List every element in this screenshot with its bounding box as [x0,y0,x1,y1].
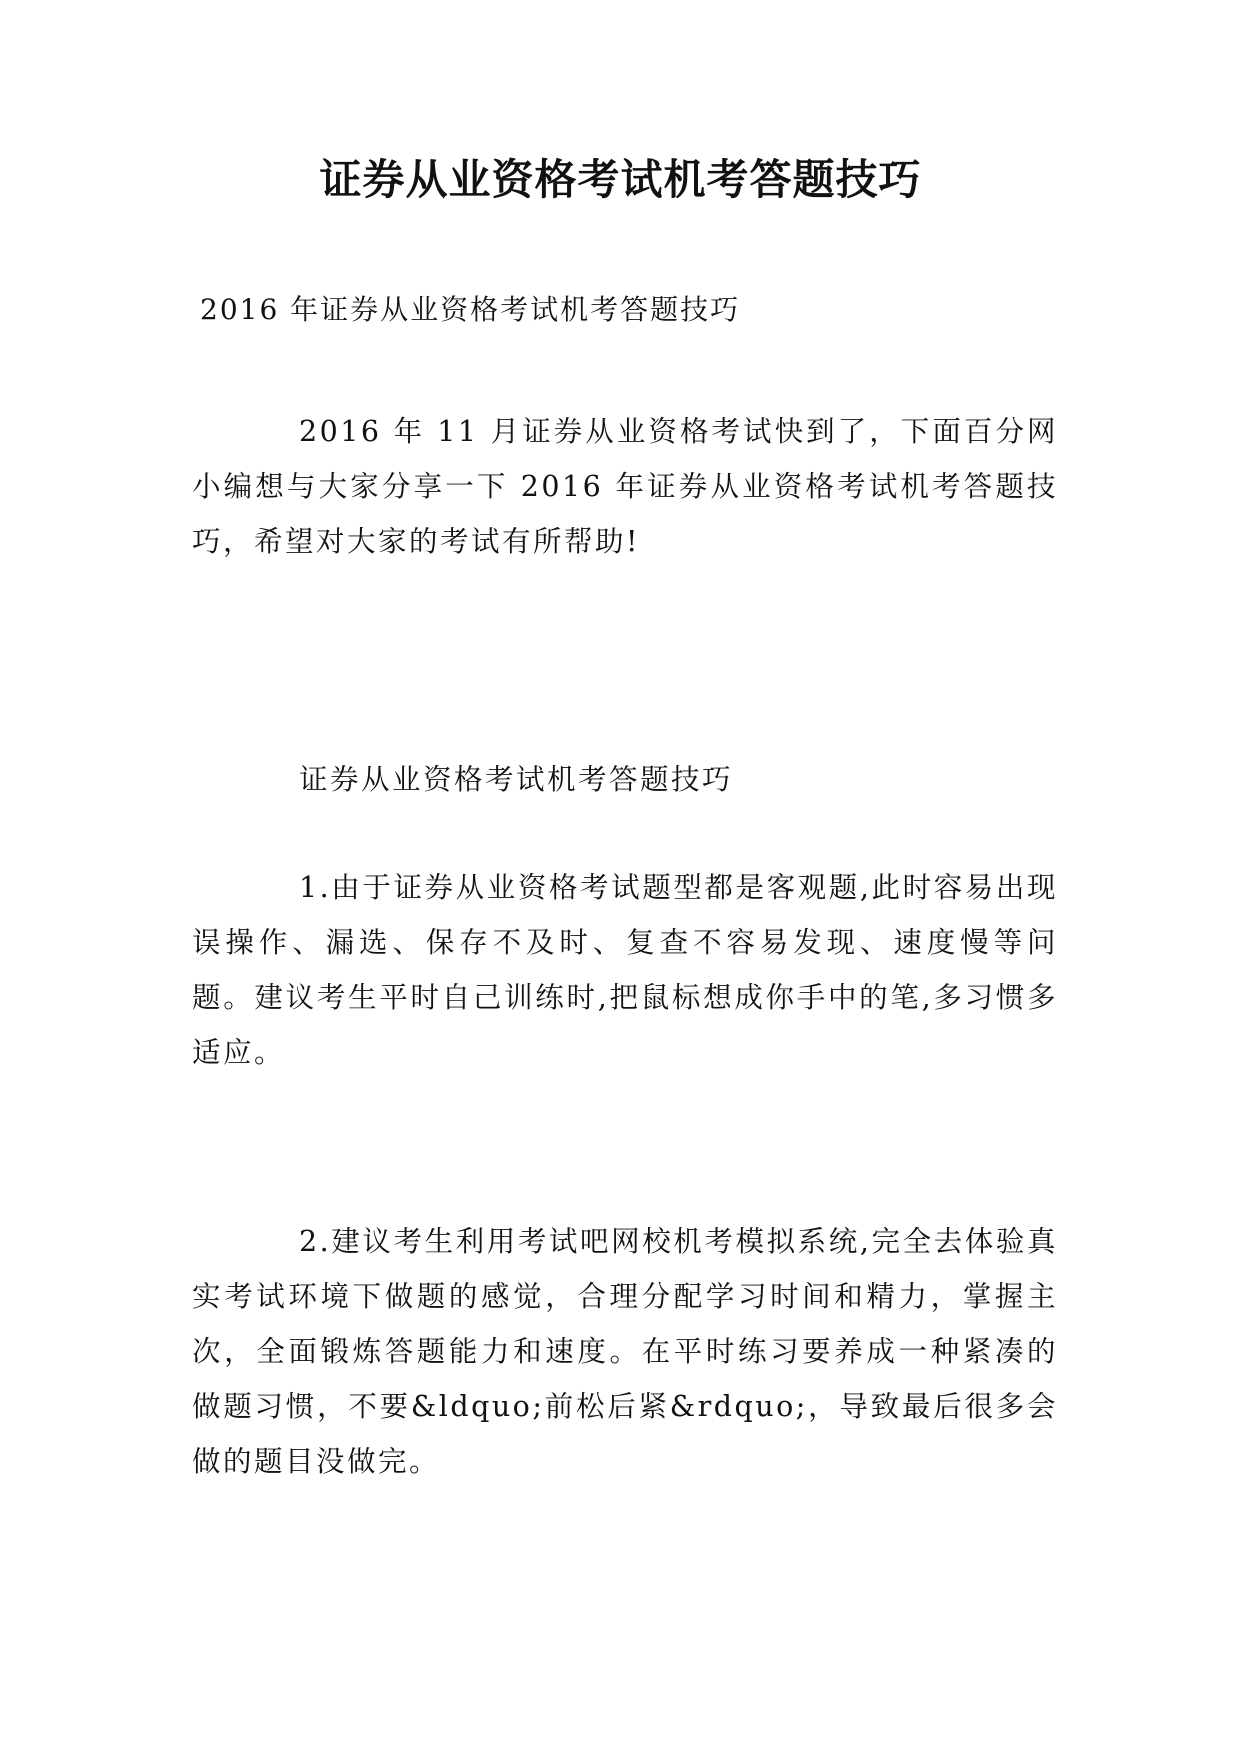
tip-paragraph-2: 2.建议考生利用考试吧网校机考模拟系统,完全去体验真实考试环境下做题的感觉，合理分配学习时间和精力，掌握主次，全面锻炼答题能力和速度。在平时练习要养成一种紧凑的做题习惯，不要&ldquo;前松后紧&rdquo;，导致最后很多会做的题目没做完。 [192,1225,1058,1478]
document-title: 证券从业资格考试机考答题技巧 [319,155,922,204]
intro-paragraph: 2016 年 11 月证券从业资格考试快到了，下面百分网小编想与大家分享一下 2016 年证券从业资格考试机考答题技巧，希望对大家的考试有所帮助! [192,415,1058,558]
section-heading: 证券从业资格考试机考答题技巧 [299,763,734,796]
tip-paragraph-1: 1.由于证券从业资格考试题型都是客观题,此时容易出现误操作、漏选、保存不及时、复查不容易发现、速度慢等问题。建议考生平时自己训练时,把鼠标想成你手中的笔,多习惯多适应。 [192,871,1058,1069]
document-subtitle: 2016 年证券从业资格考试机考答题技巧 [200,293,741,326]
